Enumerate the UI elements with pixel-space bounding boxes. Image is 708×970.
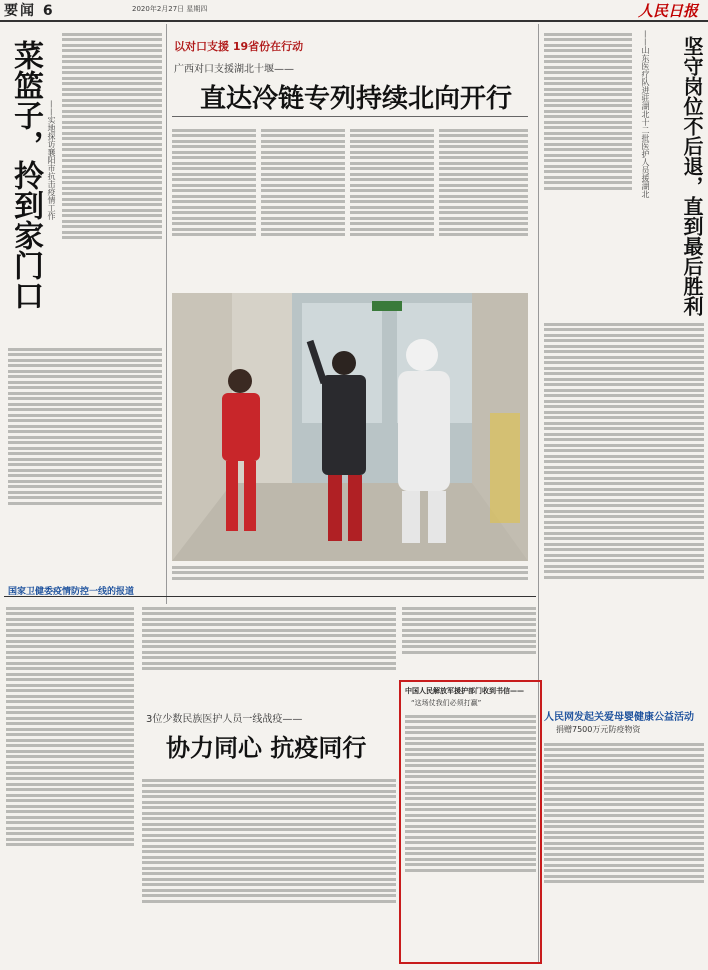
top-story-body-col2 bbox=[261, 126, 345, 286]
top-story-kicker: 以对口支援 19省份在行动 bbox=[174, 40, 304, 53]
right-story-subtitle: ——山东医疗队进驻湖北十二批医护人员援湖北 bbox=[641, 30, 650, 198]
highlighted-story-box bbox=[399, 680, 542, 964]
top-story-body-col1 bbox=[172, 126, 256, 286]
column-rule bbox=[166, 24, 167, 604]
right-bottom-headline: 人民网发起关爱母婴健康公益活动 bbox=[544, 712, 694, 723]
boxed-story-quote: “这场仗我们必须打赢” bbox=[411, 699, 482, 707]
top-story-body-col3 bbox=[350, 126, 434, 286]
left-story-title: 菜篮子，拎到家门口 bbox=[8, 40, 43, 310]
photo-caption bbox=[172, 563, 528, 589]
divider bbox=[172, 116, 528, 117]
bottom-story-kicker: 3位少数民族医护人员一线战疫—— bbox=[146, 714, 303, 725]
section-label: 要闻 6 bbox=[4, 3, 55, 19]
right-story-body-continued bbox=[544, 320, 704, 700]
dateline: 2020年2月27日 星期四 bbox=[132, 5, 208, 13]
masthead bbox=[0, 0, 708, 22]
section-banner: 国家卫健委疫情防控一线的报道 bbox=[8, 587, 135, 597]
boxed-story-body bbox=[405, 712, 536, 952]
bottom-left-body bbox=[6, 604, 134, 960]
right-story-title: 坚守岗位不后退，直到最后胜利 bbox=[680, 36, 704, 316]
right-bottom-body bbox=[544, 740, 704, 952]
newspaper-logo: 人民日报 bbox=[637, 2, 698, 20]
right-bottom-subhead: 捐赠7500万元防疫物资 bbox=[556, 725, 641, 734]
left-story-body-continued bbox=[8, 345, 162, 580]
top-story-subhead: 广西对口支援湖北十堰—— bbox=[174, 64, 294, 75]
boxed-story-title: 中国人民解放军援护部门收到书信—— bbox=[405, 687, 524, 695]
left-story-body bbox=[62, 30, 162, 340]
bottom-center-top-body bbox=[142, 604, 396, 700]
top-story-headline: 直达冷链专列持续北向开行 bbox=[200, 84, 513, 114]
left-story-subtitle: ——实地探访襄阳市抗击疫情工作 bbox=[47, 100, 56, 220]
news-photo bbox=[172, 293, 528, 561]
top-story-body-col4 bbox=[439, 126, 528, 286]
bottom-story-headline: 协力同心 抗疫同行 bbox=[166, 733, 367, 762]
boxed-story-preceding-body bbox=[402, 604, 536, 674]
hospital-corridor-photo bbox=[172, 293, 528, 561]
bottom-story-body bbox=[142, 776, 396, 960]
right-story-body bbox=[544, 30, 632, 270]
